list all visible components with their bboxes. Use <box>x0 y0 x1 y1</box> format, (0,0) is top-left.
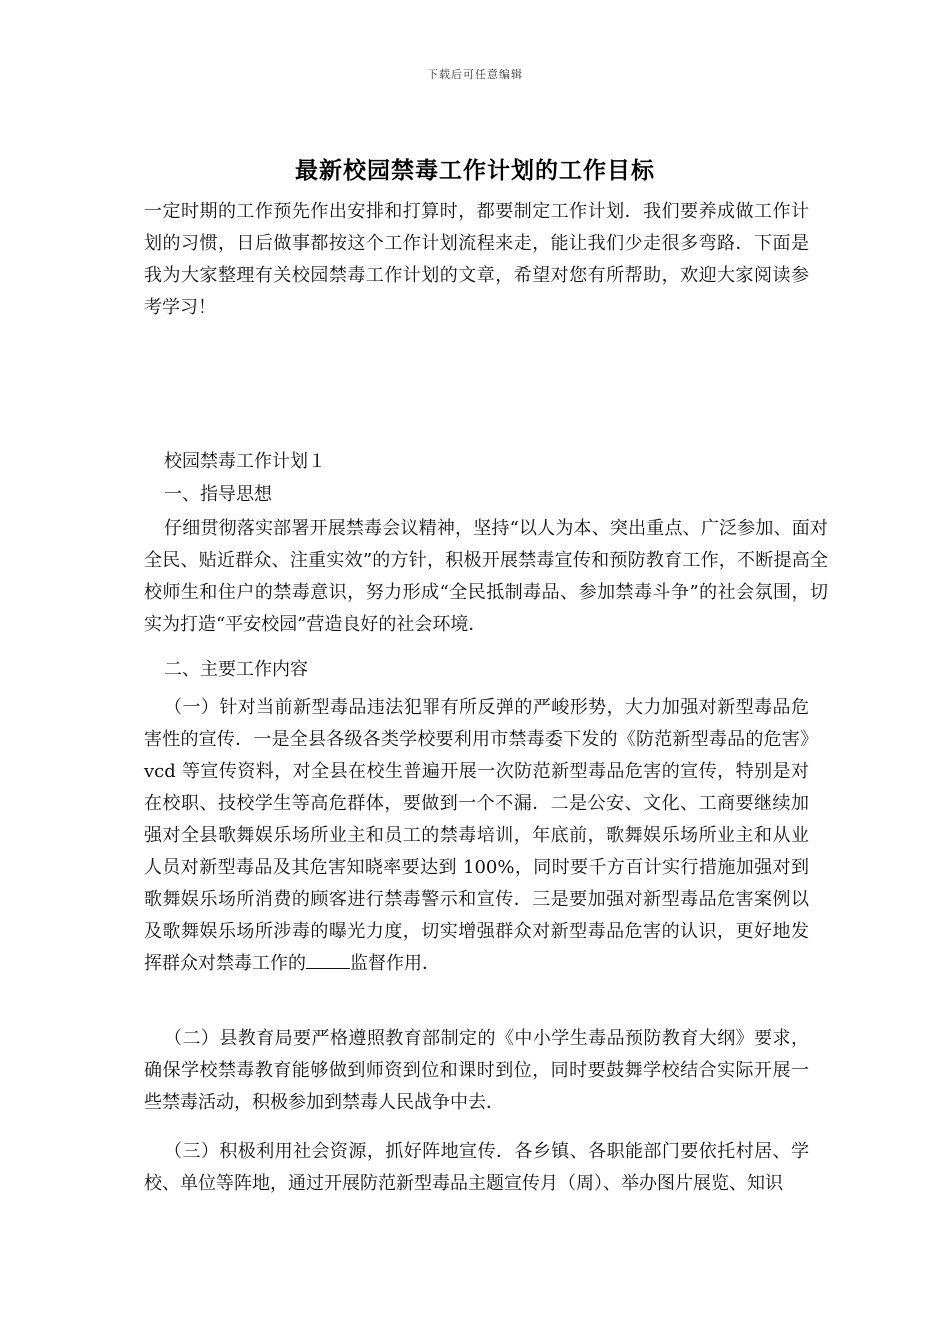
intro-paragraph: 一定时期的工作预先作出安排和打算时，都要制定工作计划．我们要养成做工作计划的习惯，日后做事都按这个工作计划流程来走，能让我们少走很多弯路．下面是我为大家整理有关校园禁毒工作计划的文章，希望对您有所帮助，欢迎大家阅读参考学习！ <box>144 201 809 318</box>
paragraph-guiding-ideology: 仔细贯彻落实部署开展禁毒会议精神，坚持“以人为本、突出重点、广泛参加、面对全民、贴近群众、注重实效”的方针，积极开展禁毒宣传和预防教育工作，不断提高全校师生和住户的禁毒意识，努力形成“全民抵制毒品、参加禁毒斗争”的社会氛围，切实为打造“平安校园”营造良好的社会环境． <box>144 518 828 635</box>
header-note: 下载后可任意编辑 <box>427 68 523 81</box>
document-title: 最新校园禁毒工作计划的工作目标 <box>295 157 655 184</box>
item-one-tail: 监督作用． <box>350 953 440 974</box>
item-one-text: （一）针对当前新型毒品违法犯罪有所反弹的严峻形势，大力加强对新型毒品危害性的宣传．一是全县各级各类学校要利用市禁毒委下发的《防范新型毒品的危害》vcd 等宣传资料，对全县在校生普遍开展一次防范新型毒品危害的宣传，特别是对在校职、技校学生等高危群体，要做到一个不漏．二是公安、文化、工商要继续加强对全县歌舞娱乐场所业主和员工的禁毒培训，年底前，歌舞娱乐场所业主和从业人员对新型毒品及其危害知晓率要达到 100%，同时要千方百计实行措施加强对到歌舞娱乐场所消费的顾客进行禁毒警示和宣传．三是要加强对新型毒品危害案例以及歌舞娱乐场所涉毒的曝光力度，切实增强群众对新型毒品危害的认识，更好地发挥群众对禁毒工作的 <box>144 697 809 974</box>
paragraph-item-three: （三）积极利用社会资源，抓好阵地宣传．各乡镇、各职能部门要依托村居、学校、单位等阵地，通过开展防范新型毒品主题宣传月（周）、举办图片展览、知识 <box>144 1141 809 1194</box>
fill-blank-underline <box>306 950 350 969</box>
section-title: 校园禁毒工作计划１ <box>164 451 326 472</box>
heading-main-content: 二、主要工作内容 <box>164 659 308 680</box>
heading-guiding-ideology: 一、指导思想 <box>164 484 272 505</box>
paragraph-item-two: （二）县教育局要严格遵照教育部制定的《中小学生毒品预防教育大纲》要求，确保学校禁毒教育能够做到师资到位和课时到位，同时要鼓舞学校结合实际开展一些禁毒活动，积极参加到禁毒人民战争中去． <box>144 1028 809 1113</box>
paragraph-item-one <box>144 692 809 980</box>
